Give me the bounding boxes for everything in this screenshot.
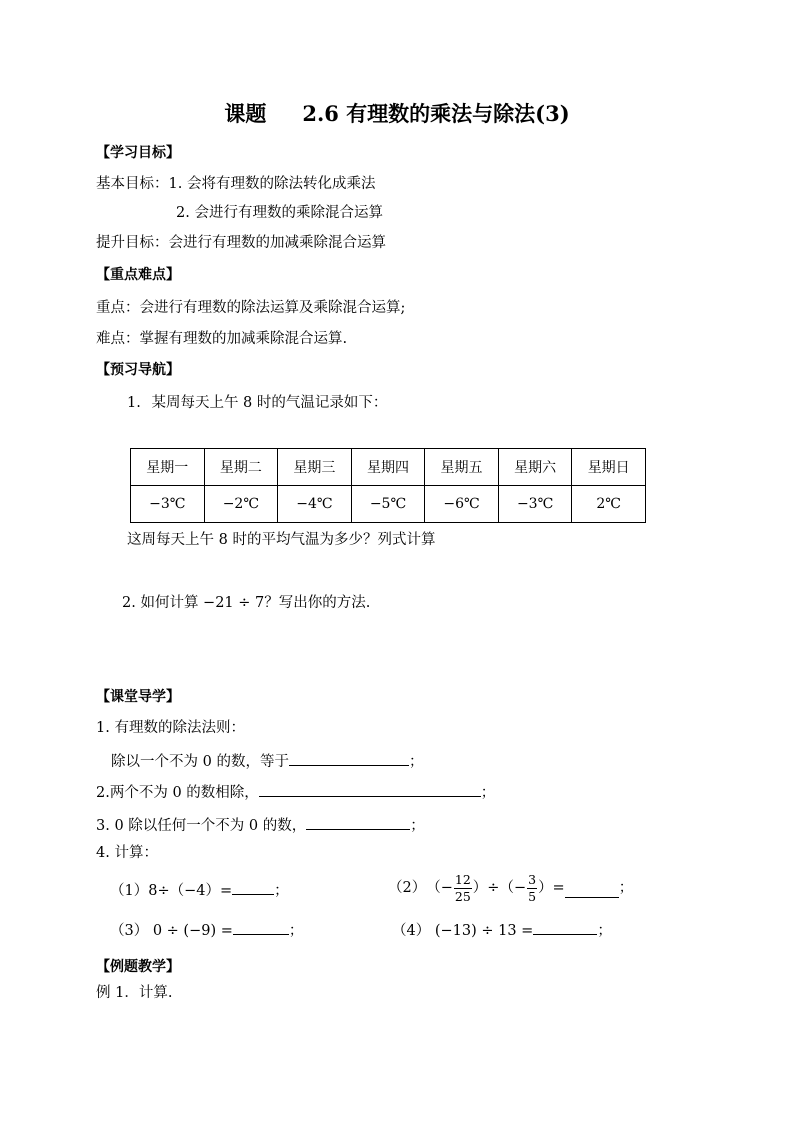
table-cell-day: 星期一	[131, 449, 205, 486]
semicolon: ；	[408, 754, 424, 770]
table-cell-day: 星期日	[572, 449, 646, 486]
answer-blank[interactable]	[533, 921, 597, 935]
fraction-denominator: 25	[454, 888, 471, 904]
semicolon: ；	[274, 883, 289, 899]
classroom-item-3	[96, 816, 425, 834]
classroom-item-2	[96, 783, 495, 801]
division-rule-heading: 1. 有理数的除法法则：	[96, 720, 245, 736]
page-title	[0, 103, 794, 124]
calc-1-text: （1）8÷（−4）=	[110, 883, 233, 899]
temperature-table	[130, 448, 646, 523]
fraction-denominator: 5	[528, 888, 537, 904]
calc-problem-4	[392, 921, 612, 939]
table-cell-day: 星期三	[278, 449, 352, 486]
fraction-numerator: 3	[528, 872, 537, 888]
fraction-12-25	[454, 873, 472, 902]
answer-blank[interactable]	[232, 881, 274, 895]
preview-q1	[127, 396, 387, 411]
calc-2-close: ）=	[538, 879, 565, 896]
division-rule-text: 除以一个不为 0 的数，等于	[111, 754, 289, 770]
title-label: 课题	[224, 101, 267, 126]
table-cell-day: 星期五	[425, 449, 499, 486]
section-classroom: 【课堂导学】	[96, 689, 180, 705]
answer-blank[interactable]	[289, 752, 409, 766]
item-3-text: 3. 0 除以任何一个不为 0 的数，	[96, 818, 307, 834]
semicolon: ；	[618, 879, 634, 896]
answer-blank[interactable]	[259, 783, 481, 797]
item-2-text: 2.两个不为 0 的数相除，	[96, 785, 259, 801]
table-cell-day: 星期六	[498, 449, 572, 486]
table-cell-temp: −4℃	[278, 486, 352, 523]
calc-3-text: （3） 0 ÷ (−9) =	[110, 923, 233, 939]
table-cell-day: 星期四	[351, 449, 425, 486]
goal-advanced: 提升目标：会进行有理数的加减乘除混合运算	[96, 235, 386, 251]
calc-problem-1	[110, 881, 289, 899]
table-cell-temp: −3℃	[131, 486, 205, 523]
title-text: 2.6 有理数的乘法与除法(3)	[302, 101, 570, 126]
table-cell-temp: −2℃	[204, 486, 278, 523]
calc-problem-2	[388, 870, 633, 906]
table-cell-day: 星期二	[204, 449, 278, 486]
calc-2-middle: ）÷（−	[472, 879, 527, 896]
fraction-numerator: 12	[454, 872, 471, 888]
table-cell-temp: 2℃	[572, 486, 646, 523]
answer-blank[interactable]	[565, 884, 619, 898]
calc-4-text: （4） (−13) ÷ 13 =	[392, 923, 534, 939]
preview-q1-number: 1.	[127, 395, 141, 411]
answer-blank[interactable]	[306, 816, 410, 830]
goal-basic-1: 基本目标：1. 会将有理数的除法转化成乘法	[96, 176, 376, 192]
table-cell-temp: −3℃	[498, 486, 572, 523]
division-rule-line	[111, 752, 423, 770]
semicolon: ；	[410, 818, 425, 834]
classroom-item-4: 4. 计算：	[96, 845, 158, 861]
section-examples: 【例题教学】	[96, 959, 180, 975]
preview-q2: 2. 如何计算 −21 ÷ 7？写出你的方法.	[122, 595, 371, 611]
table-row-days	[131, 449, 646, 486]
section-preview: 【预习导航】	[96, 362, 180, 378]
table-cell-temp: −5℃	[351, 486, 425, 523]
table-row-temps	[131, 486, 646, 523]
preview-q1-text: 某周每天上午 8 时的气温记录如下：	[151, 395, 388, 411]
example-1: 例 1．计算.	[96, 985, 173, 1001]
section-keypoints: 【重点难点】	[96, 267, 180, 283]
answer-blank[interactable]	[233, 921, 289, 935]
section-goals: 【学习目标】	[96, 145, 180, 161]
calc-2-open: （−	[426, 879, 453, 896]
semicolon: ；	[480, 785, 496, 801]
table-cell-temp: −6℃	[425, 486, 499, 523]
calc-2-label: （2）	[388, 879, 427, 896]
semicolon: ；	[288, 923, 304, 939]
keypoint-focus: 重点：会进行有理数的除法运算及乘除混合运算;	[96, 300, 406, 316]
calc-problem-3	[110, 921, 303, 939]
preview-q1-ask: 这周每天上午 8 时的平均气温为多少？列式计算	[127, 532, 436, 548]
goal-basic-2: 2. 会进行有理数的乘除混合运算	[176, 205, 383, 221]
keypoint-difficulty: 难点：掌握有理数的加减乘除混合运算.	[96, 331, 348, 347]
semicolon: ；	[597, 923, 612, 939]
fraction-3-5	[527, 873, 537, 902]
